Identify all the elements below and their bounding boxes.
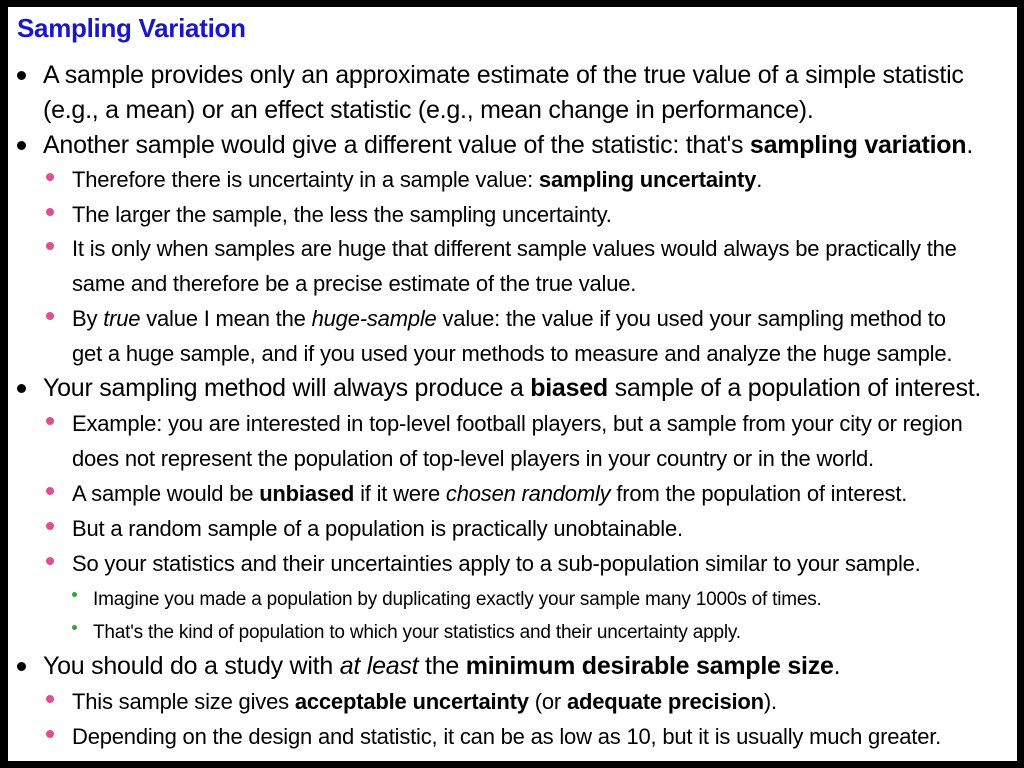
- text-segment: sample of a population of interest.: [607, 374, 982, 402]
- text-segment: get a huge sample, and if you used your methods to measure and analyze the huge sample.: [72, 341, 953, 366]
- bullet-line: [72, 336, 952, 371]
- bullet-line: [72, 406, 963, 441]
- bullet-item-level-1: [43, 371, 981, 406]
- bullet-line: [72, 684, 777, 719]
- bullet-item-level-1: [43, 128, 973, 163]
- italic-text: chosen randomly: [445, 481, 611, 506]
- text-segment: if it were: [354, 481, 446, 506]
- bullet-dot-icon: [17, 384, 26, 393]
- bullet-dot-icon: [72, 625, 77, 630]
- bullet-dot-icon: [46, 208, 54, 216]
- bullet-item-level-2: [72, 684, 777, 719]
- bullet-line: [72, 197, 612, 232]
- text-segment: Example: you are interested in top-level football players, but a sample from your city or region: [72, 411, 963, 436]
- bold-text: sampling uncertainty: [538, 167, 757, 192]
- text-segment: A sample provides only an approximate estimate of the true value of a simple statistic: [43, 61, 964, 89]
- bullet-line: [72, 162, 762, 197]
- text-segment: ).: [763, 689, 777, 714]
- bullet-line: [72, 441, 963, 476]
- bold-text: biased: [530, 374, 608, 402]
- slide-title: Sampling Variation: [17, 13, 246, 43]
- bullet-line: [72, 266, 957, 301]
- bullet-dot-icon: [46, 417, 54, 425]
- bullet-dot-icon: [72, 592, 77, 597]
- bold-text: minimum desirable sample size: [465, 652, 834, 680]
- bullet-line: [72, 719, 941, 754]
- bullet-line: [72, 476, 907, 511]
- text-segment: Another sample would give a different value of the statistic: that's: [43, 131, 750, 159]
- bullet-item-level-2: [72, 476, 907, 511]
- bullet-item-level-2: [72, 231, 957, 301]
- text-segment: value: the value if you used your sampling method to: [436, 306, 946, 331]
- text-segment: This sample size gives: [72, 689, 295, 714]
- bold-text: unbiased: [259, 481, 355, 506]
- bullet-dot-icon: [46, 695, 54, 703]
- bullet-line: [72, 301, 952, 336]
- text-segment: By: [72, 306, 104, 331]
- text-segment: same and therefore be a precise estimate of the true value.: [72, 271, 637, 296]
- bullet-item-level-2: [72, 406, 963, 476]
- text-segment: So your statistics and their uncertainties apply to a sub-population similar to your sample.: [72, 551, 921, 576]
- bullet-item-level-1: [43, 649, 840, 684]
- text-segment: (e.g., a mean) or an effect statistic (e.g., mean change in performance).: [43, 96, 814, 124]
- text-segment: value I mean the: [140, 306, 312, 331]
- bullet-line: [43, 58, 964, 93]
- italic-text: huge-sample: [311, 306, 437, 331]
- bullet-line: [43, 371, 981, 406]
- italic-text: at least: [339, 652, 419, 680]
- bullet-line: [43, 128, 973, 163]
- text-segment: But a random sample of a population is practically unobtainable.: [72, 516, 683, 541]
- text-segment: It is only when samples are huge that different sample values would always be practically the: [72, 236, 957, 261]
- bullet-line: [93, 616, 741, 649]
- bullet-line: [43, 93, 964, 128]
- bullet-dot-icon: [46, 522, 54, 530]
- bullet-dot-icon: [46, 730, 54, 738]
- bullet-line: [43, 649, 840, 684]
- text-segment: That's the kind of population to which your statistics and their uncertainty apply.: [93, 622, 741, 643]
- text-segment: Therefore there is uncertainty in a sample value:: [72, 167, 539, 192]
- italic-text: true: [103, 306, 141, 331]
- text-segment: .: [966, 131, 974, 159]
- bullet-item-level-1: [43, 58, 964, 128]
- bullet-item-level-2: [72, 197, 612, 232]
- bullet-dot-icon: [17, 141, 26, 150]
- text-segment: You should do a study with: [43, 652, 340, 680]
- bullet-item-level-2: [72, 546, 921, 581]
- bold-text: acceptable uncertainty: [294, 689, 529, 714]
- text-segment: A sample would be: [72, 481, 260, 506]
- bullet-item-level-2: [72, 162, 762, 197]
- bullet-dot-icon: [46, 557, 54, 565]
- text-segment: Imagine you made a population by duplicating exactly your sample many 1000s of times.: [93, 589, 822, 610]
- bullet-dot-icon: [46, 242, 54, 250]
- bullet-dot-icon: [46, 173, 54, 181]
- text-segment: does not represent the population of top-level players in your country or in the world.: [72, 446, 874, 471]
- bullet-dot-icon: [17, 662, 26, 671]
- text-segment: .: [756, 167, 763, 192]
- bullet-item-level-3: [93, 583, 822, 616]
- text-segment: Your sampling method will always produce a: [43, 374, 531, 402]
- bold-text: adequate precision: [566, 689, 764, 714]
- bullet-line: [72, 511, 683, 546]
- bullet-line: [72, 231, 957, 266]
- slide: [8, 7, 1017, 761]
- bullet-item-level-2: [72, 719, 941, 754]
- text-segment: the: [418, 652, 466, 680]
- text-segment: from the population of interest.: [610, 481, 908, 506]
- text-segment: (or: [528, 689, 567, 714]
- bullet-line: [93, 583, 822, 616]
- text-segment: .: [833, 652, 841, 680]
- bullet-item-level-2: [72, 301, 952, 371]
- text-segment: The larger the sample, the less the sampling uncertainty.: [72, 202, 612, 227]
- bullet-dot-icon: [46, 312, 54, 320]
- text-segment: Depending on the design and statistic, it can be as low as 10, but it is usually much greater.: [72, 724, 942, 749]
- bold-text: sampling variation: [749, 131, 967, 159]
- bullet-item-level-3: [93, 616, 741, 649]
- bullet-item-level-2: [72, 511, 683, 546]
- bullet-dot-icon: [46, 487, 54, 495]
- bullet-line: [72, 546, 921, 581]
- bullet-dot-icon: [17, 71, 26, 80]
